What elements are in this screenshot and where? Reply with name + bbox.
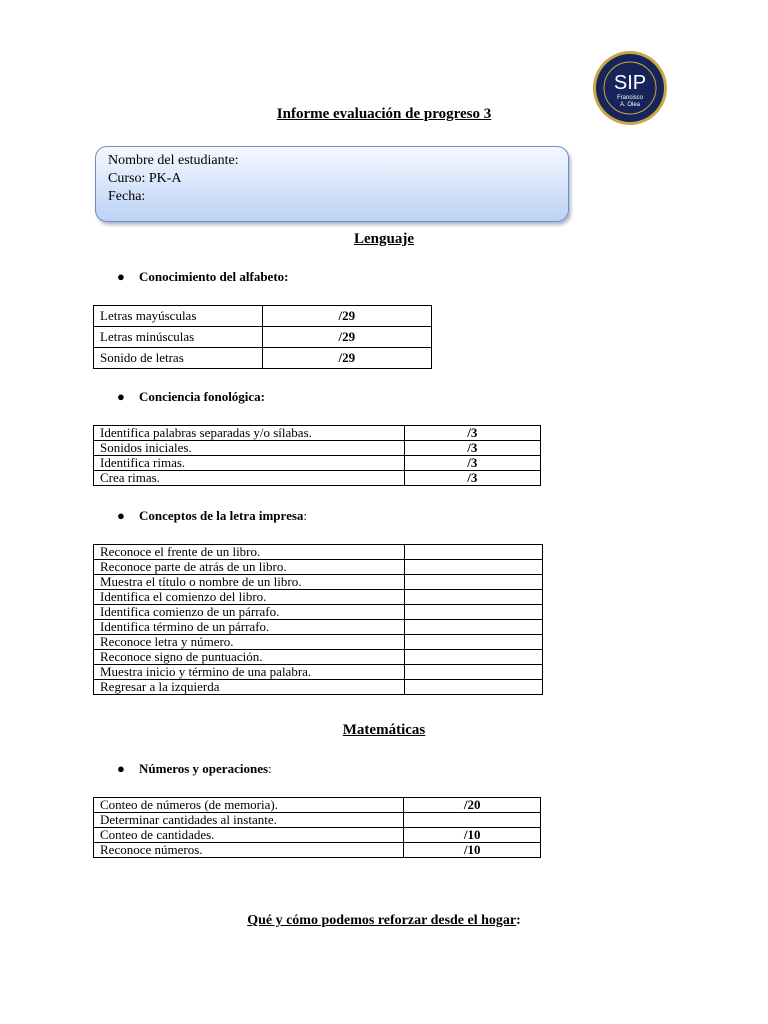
item-cell: Identifica rimas. (94, 456, 405, 471)
score-cell (404, 813, 541, 828)
student-name-label: Nombre del estudiante: (108, 153, 239, 168)
bullet-suffix: : (268, 761, 272, 776)
item-cell: Reconoce letra y número. (94, 635, 405, 650)
score-cell: /3 (404, 426, 540, 441)
score-cell (404, 650, 542, 665)
item-cell: Letras minúsculas (94, 327, 263, 348)
table-row (94, 560, 543, 575)
score-cell (404, 635, 542, 650)
logo-line2: A. Olea (619, 102, 641, 108)
item-cell: Identifica palabras separadas y/o sílabas. (94, 426, 405, 441)
score-cell (404, 560, 542, 575)
score-cell (404, 665, 542, 680)
table-row (94, 798, 541, 813)
section-heading-lenguaje: Lenguaje (354, 231, 414, 247)
item-cell: Sonidos iniciales. (94, 441, 405, 456)
item-cell: Conteo de cantidades. (94, 828, 404, 843)
item-cell: Determinar cantidades al instante. (94, 813, 404, 828)
bullet-icon: ● (117, 269, 125, 284)
item-cell: Sonido de letras (94, 348, 263, 369)
score-cell (404, 680, 542, 695)
score-cell (404, 620, 542, 635)
table-row (94, 306, 432, 327)
student-info-box (95, 146, 569, 222)
item-cell: Conteo de números (de memoria). (94, 798, 404, 813)
item-cell: Crea rimas. (94, 471, 405, 486)
item-cell: Identifica término de un párrafo. (94, 620, 405, 635)
score-cell: /3 (404, 456, 540, 471)
score-cell: /3 (404, 441, 540, 456)
bullet-label: Conciencia fonológica: (139, 389, 266, 404)
bullet-icon: ● (117, 761, 125, 776)
logo-text: SIP (613, 72, 647, 94)
bullet-suffix: : (303, 508, 308, 523)
bullet-label: Conocimiento del alfabeto: (139, 269, 289, 284)
table-row (94, 680, 543, 695)
table-alfabeto (93, 305, 432, 369)
item-cell: Reconoce parte de atrás de un libro. (94, 560, 405, 575)
table-row (94, 665, 543, 680)
table-row (94, 620, 543, 635)
item-cell: Reconoce el frente de un libro. (94, 545, 405, 560)
table-row (94, 327, 432, 348)
table-row (94, 575, 543, 590)
bullet-label: Números y operaciones (139, 761, 269, 776)
table-row (94, 843, 541, 858)
score-cell: /10 (404, 843, 541, 858)
score-cell: /10 (404, 828, 541, 843)
item-cell: Letras mayúsculas (94, 306, 263, 327)
report-title: Informe evaluación de progreso 3 (276, 106, 492, 122)
footer-suffix: : (516, 913, 521, 928)
table-row (94, 456, 541, 471)
logo-line1: Francisco (616, 95, 644, 101)
table-row (94, 441, 541, 456)
item-cell: Reconoce números. (94, 843, 404, 858)
table-row (94, 813, 541, 828)
score-cell: /29 (262, 306, 431, 327)
table-row (94, 635, 543, 650)
table-numeros (93, 797, 541, 858)
item-cell: Reconoce signo de puntuación. (94, 650, 405, 665)
table-row (94, 545, 543, 560)
date-label: Fecha: (108, 189, 146, 204)
score-cell (404, 575, 542, 590)
table-row (94, 828, 541, 843)
item-cell: Identifica comienzo de un párrafo. (94, 605, 405, 620)
home-reinforcement-heading (0, 913, 768, 929)
bullet-icon: ● (117, 508, 125, 523)
item-cell: Identifica el comienzo del libro. (94, 590, 405, 605)
score-cell: /3 (404, 471, 540, 486)
table-row (94, 650, 543, 665)
score-cell (404, 590, 542, 605)
table-conceptos (93, 544, 543, 695)
table-conciencia (93, 425, 541, 486)
bullet-label: Conceptos de la letra impresa (139, 508, 304, 523)
score-cell: /29 (262, 348, 431, 369)
item-cell: Muestra el título o nombre de un libro. (94, 575, 405, 590)
table-row (94, 426, 541, 441)
item-cell: Muestra inicio y término de una palabra. (94, 665, 405, 680)
table-row (94, 605, 543, 620)
bullet-icon: ● (117, 389, 125, 404)
score-cell (404, 605, 542, 620)
table-row (94, 348, 432, 369)
footer-text: Qué y cómo podemos reforzar desde el hogar (247, 913, 517, 928)
score-cell: /29 (262, 327, 431, 348)
score-cell: /20 (404, 798, 541, 813)
item-cell: Regresar a la izquierda (94, 680, 405, 695)
table-row (94, 590, 543, 605)
table-row (94, 471, 541, 486)
course-label: Curso: PK-A (108, 171, 182, 186)
score-cell (404, 545, 542, 560)
section-heading-matematicas: Matemáticas (342, 722, 426, 738)
